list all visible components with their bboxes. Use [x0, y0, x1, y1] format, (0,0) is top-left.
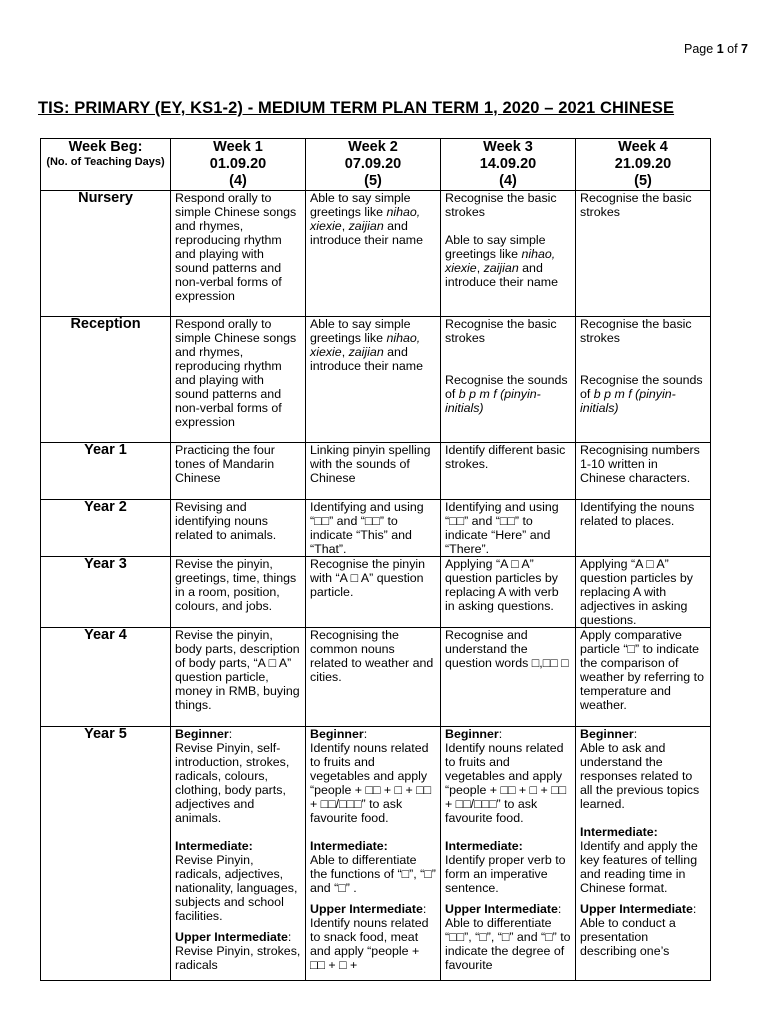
- row-year-3: [41, 557, 711, 628]
- reception-week-1: Respond orally to simple Chinese songs and rhymes, reproducing rhythm and playing with sound patterns and non-verbal forms of expression: [171, 317, 306, 443]
- level-label: Intermediate:: [310, 839, 388, 853]
- text: Able to conduct a presentation describing one’s: [580, 916, 676, 958]
- year-4-week-1: Revise the pinyin, body parts, description of body parts, “A □ A” question particle, money in RMB, buying things.: [171, 628, 306, 727]
- reception-week-4: [576, 317, 711, 443]
- text: Identify proper verb to form an imperative sentence.: [445, 853, 566, 895]
- text: Beginner: [580, 727, 634, 741]
- italic-text: nihao, xiexie: [310, 331, 421, 359]
- text: and introduce their name: [310, 219, 423, 247]
- text: Revise Pinyin, strokes, radicals: [175, 944, 301, 972]
- italic-text: b p m f (pinyin- initials): [580, 387, 676, 415]
- text: Recognise the sounds of: [445, 373, 568, 401]
- level-label: Upper Intermediate:: [445, 902, 562, 916]
- year-5-week-2: [306, 727, 441, 981]
- row-label-year-5: Year 5: [41, 727, 171, 981]
- row-year-2: [41, 500, 711, 557]
- text: Beginner: [445, 727, 499, 741]
- row-label-year-1: Year 1: [41, 443, 171, 500]
- text: Revise Pinyin, radicals, adjectives, nationality, languages, subjects and school facilities.: [175, 853, 298, 923]
- text: Upper Intermediate: [445, 902, 558, 916]
- level-label: Upper Intermediate:: [580, 902, 697, 916]
- nursery-week-4: Recognise the basic strokes: [576, 191, 711, 317]
- level-label: Intermediate:: [445, 839, 523, 853]
- level-label: Beginner:: [310, 727, 368, 741]
- row-label-reception: Reception: [41, 317, 171, 443]
- reception-week-2: [306, 317, 441, 443]
- week-2-header: [306, 139, 441, 191]
- week-name: Week 2: [348, 139, 398, 155]
- year-3-week-2: Recognise the pinyin with “A □ A” question particle.: [306, 557, 441, 628]
- text: Identify nouns related to snack food, meat and apply “people + □□ + □ +: [310, 916, 429, 972]
- row-label-year-3: Year 3: [41, 557, 171, 628]
- week-days: (5): [634, 173, 652, 189]
- text: Able to say simple greetings like: [310, 191, 411, 219]
- text: Recognise the basic strokes: [445, 317, 557, 345]
- week-date: 21.09.20: [614, 156, 672, 172]
- row-label-nursery: Nursery: [41, 191, 171, 317]
- nursery-week-2: [306, 191, 441, 317]
- year-2-week-4: Identifying the nouns related to places.: [576, 500, 711, 557]
- italic-text: zaijian: [348, 219, 384, 233]
- text: Identify nouns related to fruits and vegetables and apply “people + □□ + □ + □□ + □□/□□□” to ask favourite food.: [310, 741, 432, 825]
- level-label: Beginner:: [445, 727, 503, 741]
- text: Able to differentiate “□□”, “□”, “□” and “□” to indicate the degree of favourite: [445, 916, 571, 972]
- week-beg-header: [41, 139, 171, 191]
- document-title: TIS: PRIMARY (EY, KS1-2) - MEDIUM TERM PLAN TERM 1, 2020 – 2021 CHINESE: [38, 99, 675, 117]
- text: and introduce their name: [445, 261, 558, 289]
- week-4-header: [576, 139, 711, 191]
- week-1-header: [171, 139, 306, 191]
- year-1-week-2: Linking pinyin spelling with the sounds of Chinese: [306, 443, 441, 500]
- week-name: Week 1: [213, 139, 263, 155]
- row-nursery: [41, 191, 711, 317]
- year-5-week-1: [171, 727, 306, 981]
- year-2-week-1: Revising and identifying nouns related to animals.: [171, 500, 306, 557]
- year-1-week-1: Practicing the four tones of Mandarin Chinese: [171, 443, 306, 500]
- week-date: 01.09.20: [209, 156, 267, 172]
- text: Beginner: [310, 727, 364, 741]
- row-year-5: [41, 727, 711, 981]
- reception-week-3: [441, 317, 576, 443]
- week-date: 07.09.20: [344, 156, 402, 172]
- italic-text: b p m f (pinyin- initials): [445, 387, 541, 415]
- header-row: [41, 139, 711, 191]
- year-2-week-2: Identifying and using “□□” and “□□” to indicate “This” and “That”.: [306, 500, 441, 557]
- text: Upper Intermediate: [310, 902, 423, 916]
- week-beg-label: Week Beg:: [68, 139, 143, 155]
- year-1-week-4: Recognising numbers 1-10 written in Chinese characters.: [576, 443, 711, 500]
- nursery-week-1: Respond orally to simple Chinese songs and rhymes, reproducing rhythm and playing with sound patterns and non-verbal forms of expression: [171, 191, 306, 317]
- year-3-week-4: Applying “A □ A” question particles by replacing A with adjectives in asking questions.: [576, 557, 711, 628]
- row-label-year-4: Year 4: [41, 628, 171, 727]
- medium-term-plan-table: [40, 138, 711, 981]
- page-of: of: [727, 42, 738, 56]
- text: Identify and apply the key features of telling and reading time in Chinese format.: [580, 839, 698, 895]
- text: ,: [341, 345, 349, 359]
- level-label: Intermediate:: [580, 825, 658, 839]
- italic-text: zaijian: [348, 345, 384, 359]
- text: Identify nouns related to fruits and vegetables and apply “people + □□ + □ + □□ + □□/□□□” to ask favourite food.: [445, 741, 567, 825]
- text: Upper Intermediate: [580, 902, 693, 916]
- text: Recognise the basic strokes: [580, 317, 692, 345]
- year-3-week-3: Applying “A □ A” question particles by replacing A with verb in asking questions.: [441, 557, 576, 628]
- week-days: (4): [229, 173, 247, 189]
- row-year-4: [41, 628, 711, 727]
- text: Able to differentiate the functions of “□”, “□” and “□” .: [310, 853, 436, 895]
- level-label: Intermediate:: [175, 839, 253, 853]
- nursery-week-3: [441, 191, 576, 317]
- year-3-week-1: Revise the pinyin, greetings, time, things in a room, position, colours, and jobs.: [171, 557, 306, 628]
- year-4-week-3: Recognise and understand the question words □,□□ □: [441, 628, 576, 727]
- level-label: Upper Intermediate:: [175, 930, 292, 944]
- text: ,: [476, 261, 484, 275]
- level-label: Beginner:: [175, 727, 233, 741]
- week-name: Week 3: [483, 139, 533, 155]
- text: ,: [341, 219, 349, 233]
- text: Upper Intermediate: [175, 930, 288, 944]
- year-4-week-4: Apply comparative particle “□” to indicate the comparison of weather by referring to temperature and weather.: [576, 628, 711, 727]
- row-label-year-2: Year 2: [41, 500, 171, 557]
- year-2-week-3: Identifying and using “□□” and “□□” to indicate “Here” and “There”.: [441, 500, 576, 557]
- text: Revise Pinyin, self-introduction, strokes, radicals, colours, clothing, body parts, adjectives and animals.: [175, 741, 290, 825]
- italic-text: zaijian: [483, 261, 519, 275]
- level-label: Upper Intermediate:: [310, 902, 427, 916]
- week-3-header: [441, 139, 576, 191]
- italic-text: nihao, xiexie: [445, 247, 556, 275]
- text: Able to say simple greetings like: [310, 317, 411, 345]
- teaching-days-label: (No. of Teaching Days): [46, 156, 165, 168]
- row-reception: [41, 317, 711, 443]
- text: Recognise the basic strokes: [445, 191, 557, 219]
- page-total: 7: [741, 42, 748, 56]
- text: Able to say simple greetings like: [445, 233, 546, 261]
- page-current: 1: [716, 42, 724, 56]
- row-year-1: [41, 443, 711, 500]
- year-1-week-3: Identify different basic strokes.: [441, 443, 576, 500]
- page-label: Page: [684, 42, 714, 56]
- page-number: [684, 42, 748, 56]
- week-date: 14.09.20: [479, 156, 537, 172]
- year-4-week-2: Recognising the common nouns related to weather and cities.: [306, 628, 441, 727]
- week-days: (5): [364, 173, 382, 189]
- text: Recognise the sounds of: [580, 373, 703, 401]
- text: Able to ask and understand the responses related to all the previous topics learned.: [580, 741, 700, 811]
- italic-text: nihao, xiexie: [310, 205, 421, 233]
- year-5-week-3: [441, 727, 576, 981]
- text: Beginner: [175, 727, 229, 741]
- week-days: (4): [499, 173, 517, 189]
- level-label: Beginner:: [580, 727, 638, 741]
- year-5-week-4: [576, 727, 711, 981]
- text: and introduce their name: [310, 345, 423, 373]
- week-name: Week 4: [618, 139, 668, 155]
